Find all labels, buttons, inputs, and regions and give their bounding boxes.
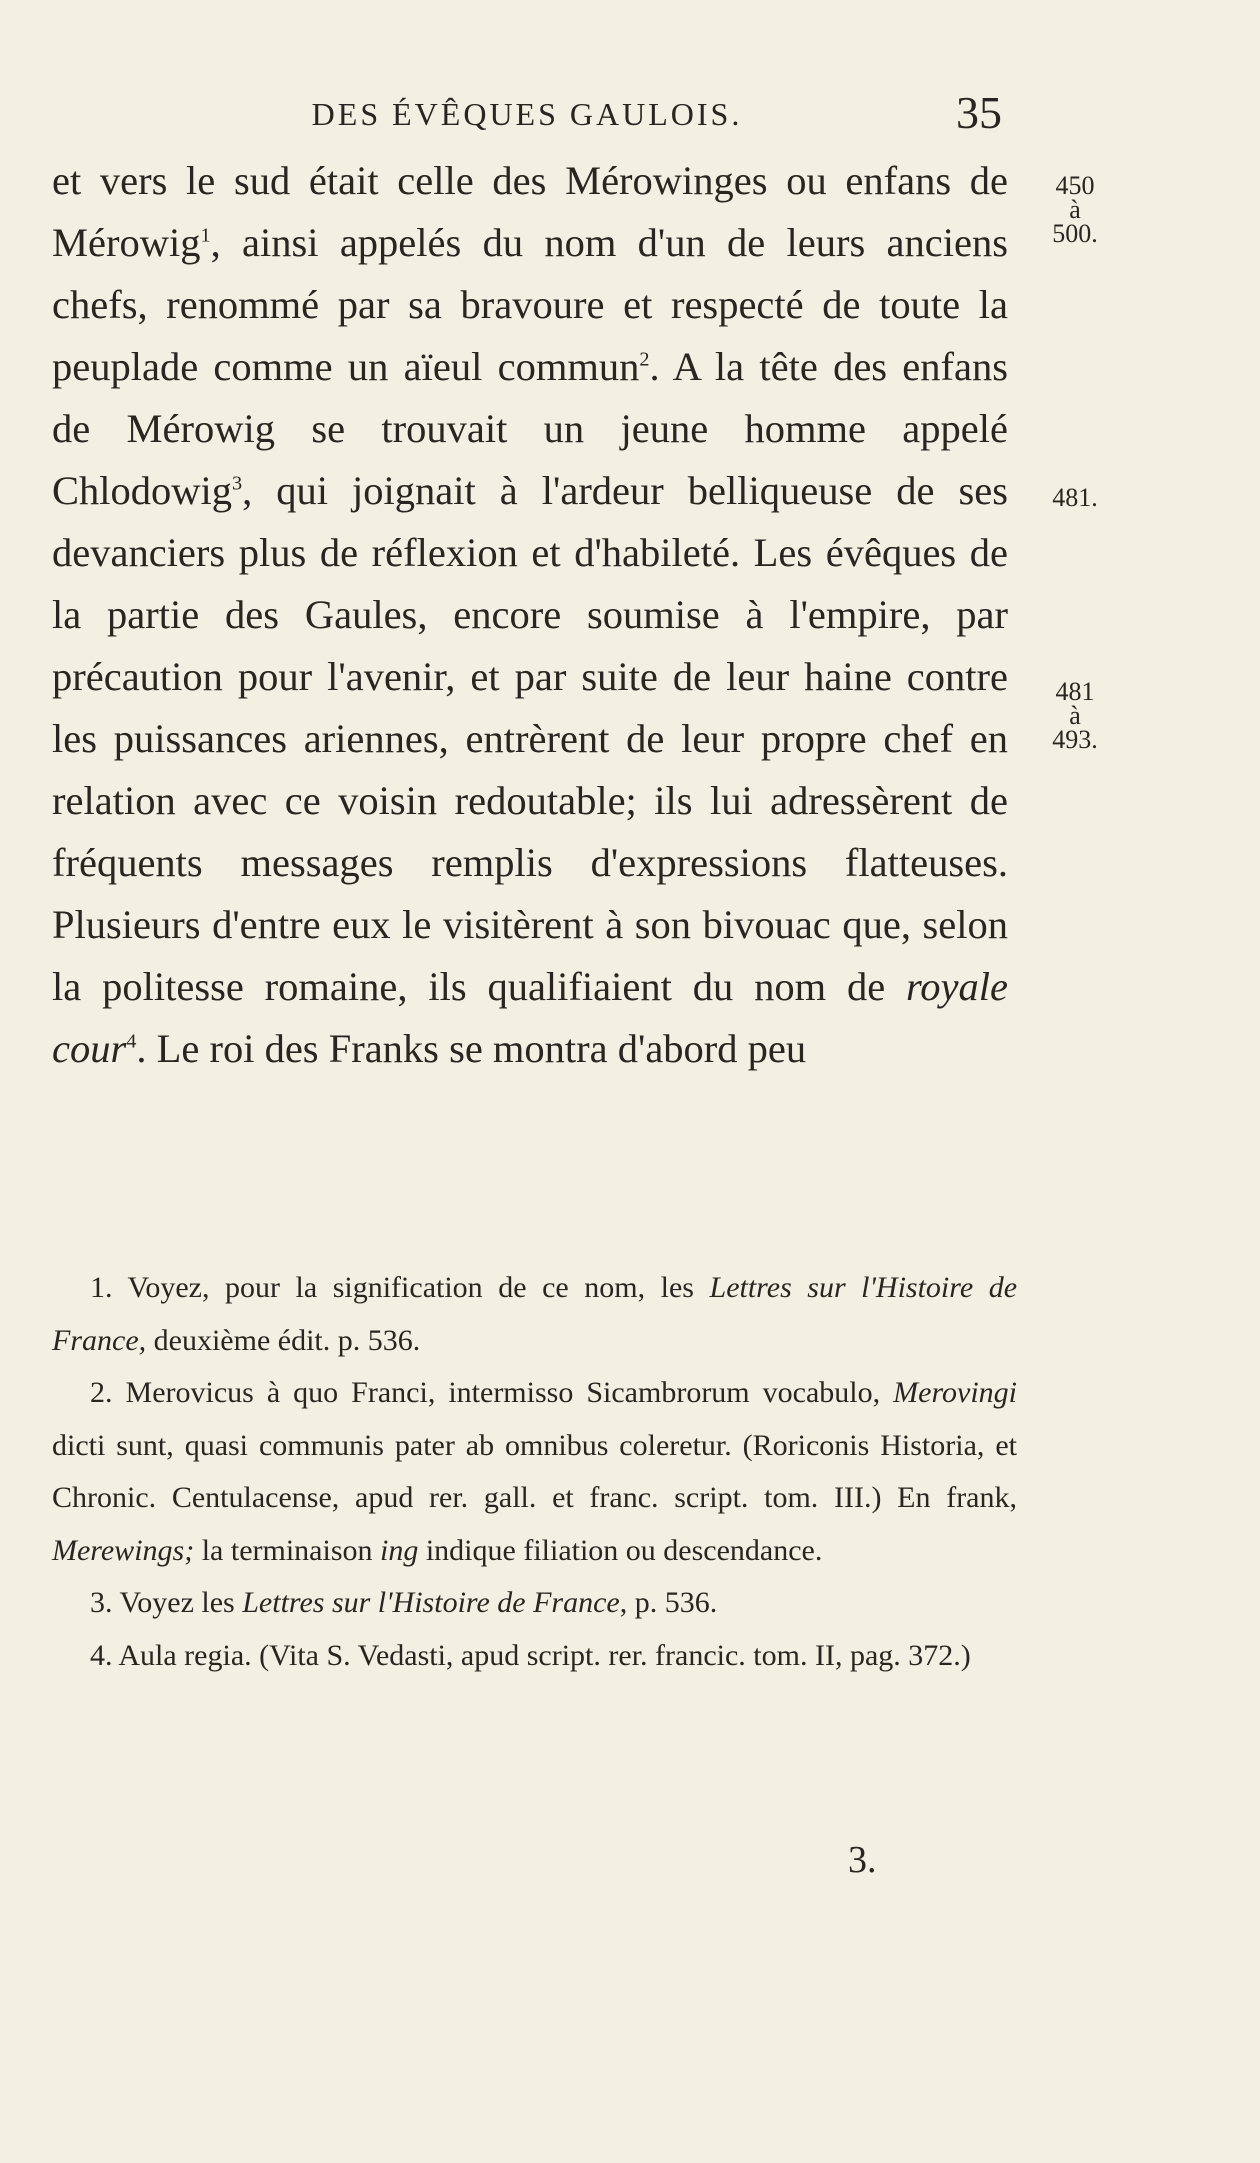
text-segment: , qui joignait à l'ardeur belliqueuse de ses devanciers plus de réflexion et d'habileté. Les évêques de la partie des Gaules, encore soumise à l'empire, par précaution pour l'avenir, et par suite de leur haine contre les puissances ariennes, entrèrent de leur propre chef en relation avec ce voisin redoutable; ils lui adressèrent de fréquents messages remplis d'expressions flatteuses. Plusieurs d'entre eux le visitèrent à son bivouac que, selon la politesse romaine, ils qualifiaient du nom de <box>52 468 1008 1009</box>
footnote-ref-1: 1 <box>200 224 211 247</box>
italic-term: royale cour <box>52 964 1008 1071</box>
text-segment: la terminaison <box>201 1533 373 1567</box>
footnote-number: 4. <box>90 1638 113 1672</box>
text-segment: . A la tête des enfans de Mérowig se trouvait un jeune homme appelé Chlodowig <box>52 344 1009 513</box>
date-to: 500. <box>1052 219 1098 248</box>
body-paragraph <box>52 150 1008 1080</box>
italic-title: Lettres sur l'Histoire de France <box>242 1586 620 1619</box>
date-from: 450 <box>1055 171 1095 200</box>
footnote-ref-3: 3 <box>232 472 243 495</box>
footnote-1 <box>52 1262 1017 1367</box>
date-to: 493. <box>1052 725 1098 754</box>
footnote-2 <box>52 1367 1017 1577</box>
text-segment: indique filiation ou descendance. <box>425 1533 823 1567</box>
date-sep: à <box>1069 701 1081 730</box>
text-segment: deuxième édit. p. 536. <box>153 1323 421 1357</box>
footnote-3 <box>52 1577 1017 1630</box>
page-number: 35 <box>956 87 1002 138</box>
text-segment: , p. 536. <box>619 1586 718 1619</box>
footnote-ref-4: 4 <box>126 1030 137 1053</box>
running-head <box>52 86 1002 146</box>
text-segment: Voyez, pour la signification de ce nom, les <box>127 1271 694 1304</box>
text-segment: Merovicus à quo Franci, intermisso Sicambrorum vocabulo, <box>125 1376 881 1409</box>
footnote-number: 1. <box>90 1271 113 1304</box>
margin-date-single <box>1030 483 1120 512</box>
footnotes <box>52 1262 1017 1682</box>
italic-term: Merovingi <box>893 1376 1017 1409</box>
text-segment: . Le roi des Franks se montra d'abord peu <box>136 1026 807 1071</box>
text-segment: , ainsi appelés du nom d'un de leurs anciens chefs, renommé par sa bravoure et respecté de toute la peuplade comme un aïeul commun <box>52 220 1008 389</box>
date-sep: à <box>1069 195 1081 224</box>
margin-date-range <box>1030 171 1120 248</box>
main-text <box>52 150 1008 1080</box>
footnote-4 <box>52 1630 1017 1683</box>
italic-term: ing <box>380 1533 419 1567</box>
italic-term: Merewings; <box>52 1533 195 1567</box>
signature-mark: 3. <box>848 1839 877 1881</box>
date-single: 481. <box>1052 483 1098 512</box>
text-segment: dicti sunt, quasi communis pater ab omnibus coleretur. (Roriconis Historia, et Chronic. Centulacense, apud rer. gall. et franc. script. tom. III.) En frank, <box>52 1428 1017 1514</box>
footnote-number: 3. <box>90 1586 113 1619</box>
running-head-title: DES ÉVÊQUES GAULOIS. <box>311 96 743 132</box>
footnote-ref-2: 2 <box>639 348 650 371</box>
margin-date-range <box>1030 677 1120 754</box>
text-segment: Voyez les <box>119 1586 235 1619</box>
text-segment: Aula regia. (Vita S. Vedasti, apud script. rer. francic. tom. II, pag. 372.) <box>118 1638 971 1672</box>
text-segment: et vers le sud était celle des Mérowinges ou enfans de Mérowig <box>52 158 1008 265</box>
date-from: 481 <box>1055 677 1095 706</box>
footnote-number: 2. <box>90 1376 113 1409</box>
italic-title: Lettres sur l'Histoire de France, <box>52 1271 1018 1357</box>
